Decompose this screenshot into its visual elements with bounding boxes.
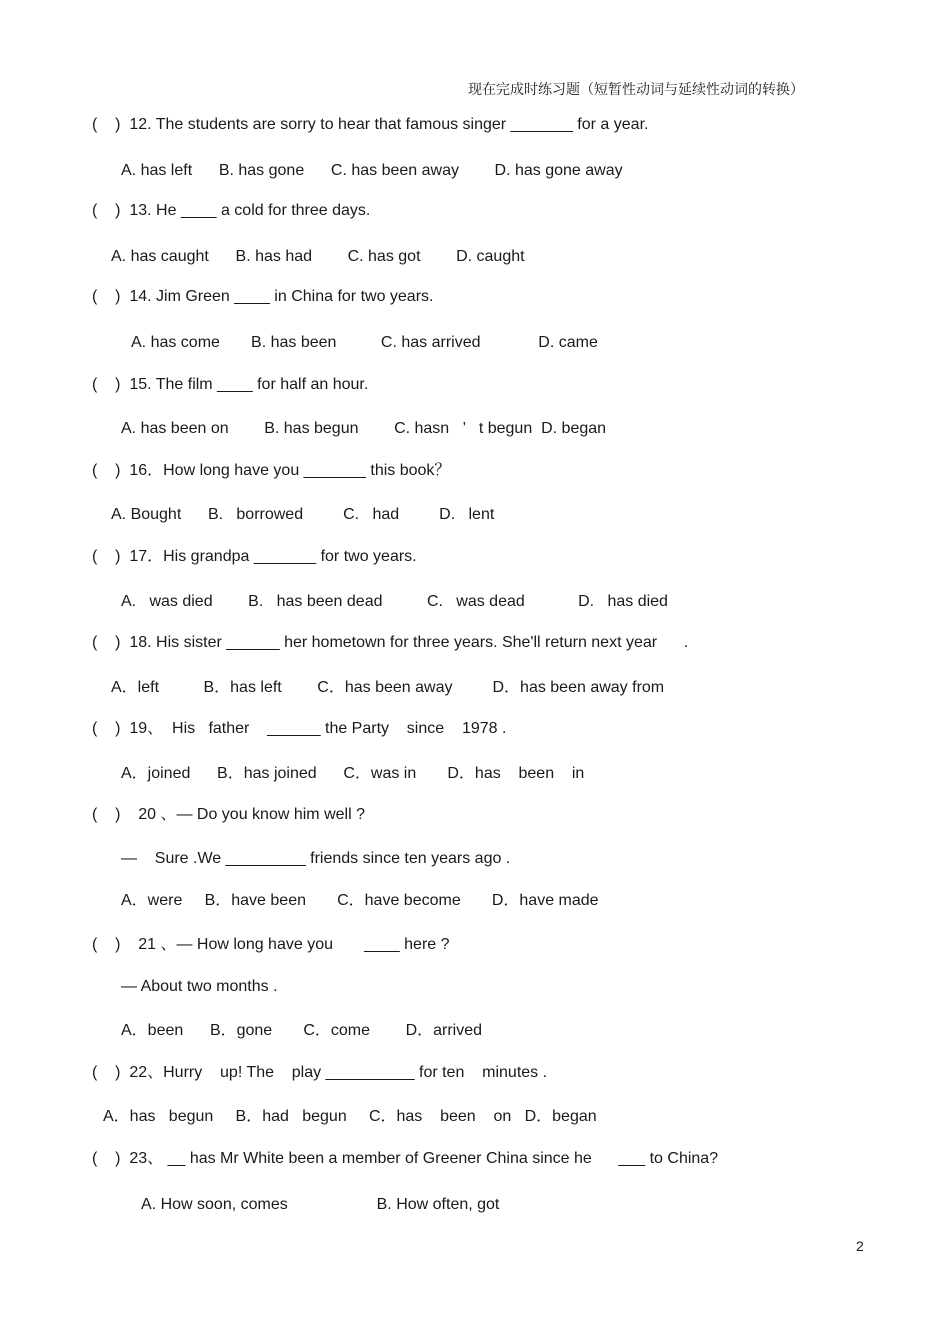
question-17: ( ) 17．His grandpa _______ for two years. [92,548,417,565]
question-12: ( ) 12. The students are sorry to hear that famous singer _______ for a year. [92,116,649,133]
question-18-options: A．left B．has left C．has been away D．has been away from [111,679,665,696]
question-22: ( ) 22、Hurry up! The play __________ for ten minutes . [92,1064,548,1081]
question-21-response: — About two months . [121,978,278,995]
question-17-options: A. was died B. has been dead C. was dead D. has died [121,593,668,610]
question-20-response: — Sure .We _________ friends since ten years ago . [121,850,511,867]
question-23-options: A. How soon, comes B. How often, got [141,1196,500,1213]
question-20-options: A．were B．have been C．have become D．have made [121,892,599,909]
question-18: ( ) 18. His sister ______ her hometown for three years. She'll return next year . [92,634,689,651]
question-12-options: A. has left B. has gone C. has been away D. has gone away [121,162,623,179]
page-number: 2 [856,1238,864,1254]
question-22-options: A．has begun B．had begun C．has been on D．began [103,1108,597,1125]
question-19: ( ) 19、 His father ______ the Party since 1978 . [92,720,507,737]
page-header: 现在完成时练习题（短暂性动词与延续性动词的转换） [468,82,804,98]
question-13: ( ) 13. He ____ a cold for three days. [92,202,371,219]
question-15-options: A. has been on B. has begun C. hasn ’ t begun D. began [121,420,607,437]
question-15: ( ) 15. The film ____ for half an hour. [92,376,369,393]
question-14: ( ) 14. Jim Green ____ in China for two years. [92,288,434,305]
question-20: ( ) 20 、— Do you know him well ? [92,806,365,823]
question-19-options: A．joined B．has joined C．was in D．has been in [121,765,585,782]
question-14-options: A. has come B. has been C. has arrived D. came [131,334,598,351]
question-21-options: A．been B．gone C．come D．arrived [121,1022,483,1039]
question-21: ( ) 21 、— How long have you ____ here ? [92,936,450,953]
question-23: ( ) 23、 __ has Mr White been a member of Greener China since he ___ to China? [92,1150,719,1167]
question-16: ( ) 16．How long have you _______ this book？ [92,462,451,479]
question-16-options: A. Bought B. borrowed C. had D. lent [111,506,495,523]
question-13-options: A. has caught B. has had C. has got D. caught [111,248,525,265]
